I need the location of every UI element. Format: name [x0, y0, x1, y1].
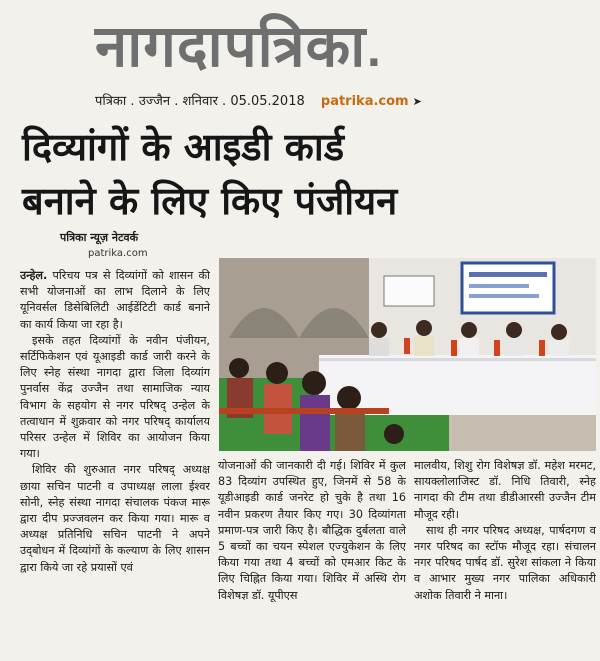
masthead-name-part1: नागदा: [95, 12, 224, 80]
cursor-arrow-icon: ➤: [412, 95, 422, 108]
headline-line-2: बनाने के लिए किए पंजीयन: [22, 179, 398, 223]
dateline-city: उज्जैन: [138, 94, 171, 109]
article-column-left: [20, 268, 210, 660]
event-photo: [219, 258, 596, 451]
masthead: [95, 6, 595, 86]
dateline-day: शनिवार: [182, 94, 218, 109]
article-paragraph: योजनाओं की जानकारी दी गई। शिविर में कुल 83 दिव्यांग उपस्थित हुए, जिनमें से 58 के यूडीआइडी कार्ड जनरेट हो चुके है तथा 16 नवीन प्रकरण तैयार किए गए। 30 दिव्यांगता प्रमाण-पत्र जारी किए है। बौद्धिक दुर्बलता वाले 5 बच्चों का चयन स्पेशल एज्युकेशन के लिए किया गया तथा 4 बच्चों को एमआर किट के लिए चिह्नित किया गया। शिविर में अस्थि रोग विशेषज्ञ डॉ. यूपीएस: [218, 459, 406, 602]
article-paragraph: साथ ही नगर परिषद अध्यक्ष, पार्षदगण व नगर परिषद का स्टॉफ मौजूद रहा। संचालन नगर परिषद पार्षद डॉ. सुरेश सांकला ने किया व आभार मुख्य नगर पालिका अधिकारी अशोक तिवारी ने माना।: [414, 523, 596, 602]
masthead-name-part2: पत्रिका: [223, 12, 367, 80]
dateline-paper: पत्रिका: [95, 94, 127, 109]
headline-line-1: दिव्यांगों के आइडी कार्ड: [22, 125, 345, 169]
byline-network: पत्रिका न्यूज़ नेटवर्क: [60, 231, 139, 244]
article-paragraph: मालवीय, शिशु रोग विशेषज्ञ डॉ. महेश मरमट, सायक्लोलाजिस्ट डॉ. निधि तिवारी, स्नेह नागदा की टीम तथा डीडीआरसी उज्जैन टीम मौजूद रही।: [414, 459, 596, 521]
dateline-separator: .: [222, 94, 227, 109]
dateline-separator: .: [130, 94, 135, 109]
dateline-separator: .: [174, 94, 179, 109]
article-paragraph: शिविर की शुरुआत नगर परिषद् अध्यक्ष छाया सचिन पाटनी व उपाध्यक्ष लाला ईश्वर सोनी, स्नेह संस्था नागदा संचालक पंकज मारू द्वारा दीप प्रज्जवलन कर किया गया। मारू व अध्यक्ष प्रतिनिधि सचिन पाटनी ने अपने उद्‌बोधन में दिव्यांगों के कल्याण के लिए शासन द्वारा किये जा रहे प्रयासों एवं: [20, 463, 210, 574]
headline: [22, 120, 592, 228]
byline-site: patrika.com: [88, 248, 148, 259]
article-column-middle: [218, 458, 406, 660]
article-dateline-place: उन्हेल.: [20, 269, 48, 282]
dateline: [95, 92, 422, 112]
article-text: परिचय पत्र से दिव्यांगों को शासन की सभी योजनाओं का लाभ दिलाने के लिए यूनिवर्सल डिसेबिलिटी आईडेंटिटी कार्ड बनाने का कार्य किया जा रहा है।: [20, 269, 210, 331]
event-photo-illustration: [219, 258, 596, 451]
masthead-dot: .: [366, 30, 383, 76]
dateline-date: 05.05.2018: [230, 94, 305, 109]
website-link[interactable]: patrika.com: [320, 94, 409, 109]
article-paragraph: [20, 268, 210, 333]
article-column-right: [414, 458, 596, 660]
article-paragraph: इसके तहत दिव्यांगों के नवीन पंजीयन, सर्टिफिकेशन एवं यूआइडी कार्ड जारी करने के लिए स्नेह संस्था नागदा द्वारा जिला दिव्यांग पुनर्वास केंद्र उज्जैन तथा सामाजिक न्याय विभाग के सहयोग से नगर परिषद् उन्हेल के तत्वाधान में शुक्रवार को नगर परिषद् कार्यालय परिसर उन्हेल में शिविर का आयोजन किया गया।: [20, 333, 210, 461]
